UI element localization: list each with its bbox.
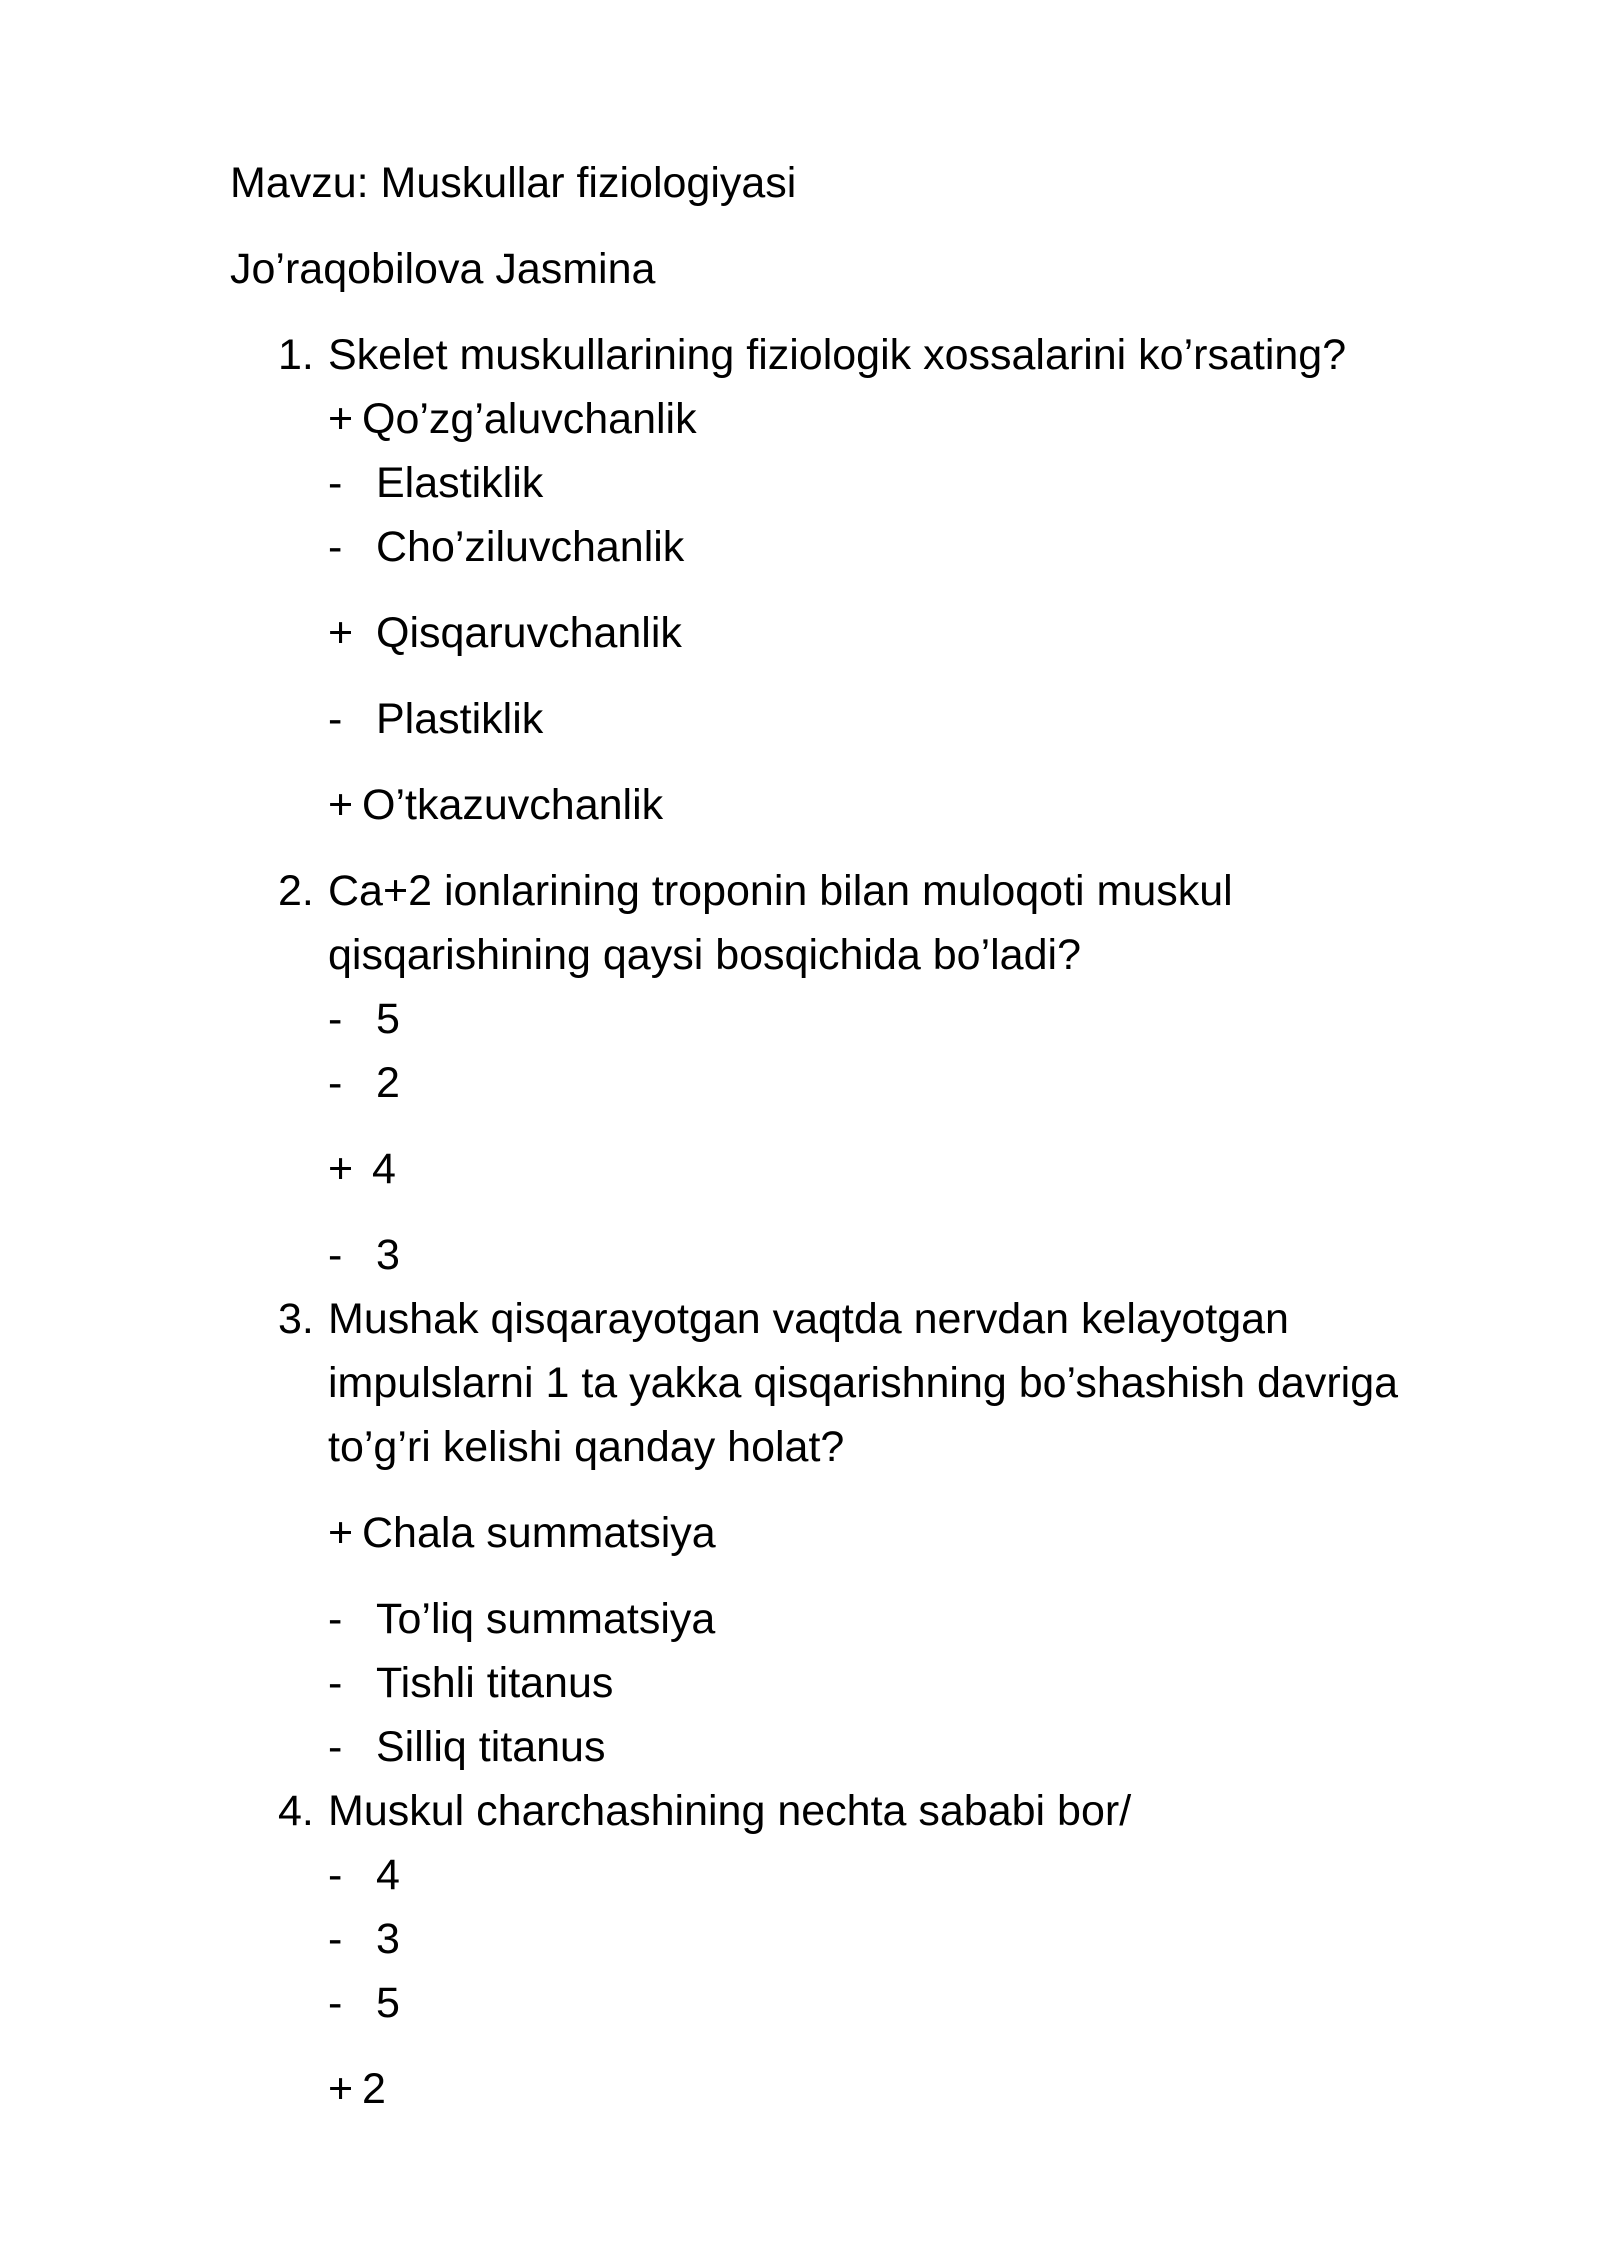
option-text: Qo’zg’aluvchanlik [362, 395, 697, 443]
option-marker: - [328, 995, 343, 1043]
option-text: O’tkazuvchanlik [362, 781, 664, 829]
option-text: Cho’ziluvchanlik [376, 523, 685, 571]
option-marker: - [328, 523, 343, 571]
option-text: 4 [372, 1145, 396, 1193]
option-marker: - [328, 1979, 343, 2027]
option-marker: + [328, 2065, 354, 2113]
option-text: Elastiklik [376, 459, 544, 507]
option-text: 2 [362, 2065, 386, 2113]
option-marker: - [328, 1231, 343, 1279]
option-marker: - [328, 1723, 343, 1771]
question-3-number: 3. [278, 1295, 314, 1343]
option-marker: + [328, 395, 354, 443]
option-marker: - [328, 695, 343, 743]
question-2-text: qisqarishining qaysi bosqichida bo’ladi? [328, 931, 1081, 979]
option-marker: + [328, 781, 354, 829]
option-marker: - [328, 459, 343, 507]
question-2-text: Ca+2 ionlarining troponin bilan muloqoti muskul [328, 867, 1233, 915]
topic-line: Mavzu: Muskullar fiziologiyasi [230, 159, 797, 207]
option-text: Plastiklik [376, 695, 544, 743]
option-text: 4 [376, 1851, 400, 1899]
author-line: Jo’raqobilova Jasmina [230, 245, 656, 293]
question-2-number: 2. [278, 867, 314, 915]
option-marker: - [328, 1851, 343, 1899]
question-4-text: Muskul charchashining nechta sababi bor/ [328, 1787, 1132, 1835]
option-text: Silliq titanus [376, 1723, 606, 1771]
option-text: 5 [376, 1979, 400, 2027]
option-text: 5 [376, 995, 400, 1043]
option-marker: + [328, 1509, 354, 1557]
option-marker: + [328, 1145, 354, 1193]
option-marker: - [328, 1915, 343, 1963]
question-1-number: 1. [278, 331, 314, 379]
option-text: 2 [376, 1059, 400, 1107]
option-text: 3 [376, 1915, 400, 1963]
question-1-text: Skelet muskullarining fiziologik xossalarini ko’rsating? [328, 331, 1347, 379]
question-4-number: 4. [278, 1787, 314, 1835]
option-text: Chala summatsiya [362, 1509, 716, 1557]
option-text: Tishli titanus [376, 1659, 614, 1707]
option-text: To’liq summatsiya [376, 1595, 716, 1643]
option-text: 3 [376, 1231, 400, 1279]
option-text: Qisqaruvchanlik [376, 609, 682, 657]
question-3-text: impulslarni 1 ta yakka qisqarishning bo’shashish davriga [328, 1359, 1399, 1407]
question-3-text: Mushak qisqarayotgan vaqtda nervdan kelayotgan [328, 1295, 1289, 1343]
option-marker: + [328, 609, 354, 657]
option-marker: - [328, 1659, 343, 1707]
option-marker: - [328, 1595, 343, 1643]
question-3-text: to’g’ri kelishi qanday holat? [328, 1423, 845, 1471]
option-marker: - [328, 1059, 343, 1107]
